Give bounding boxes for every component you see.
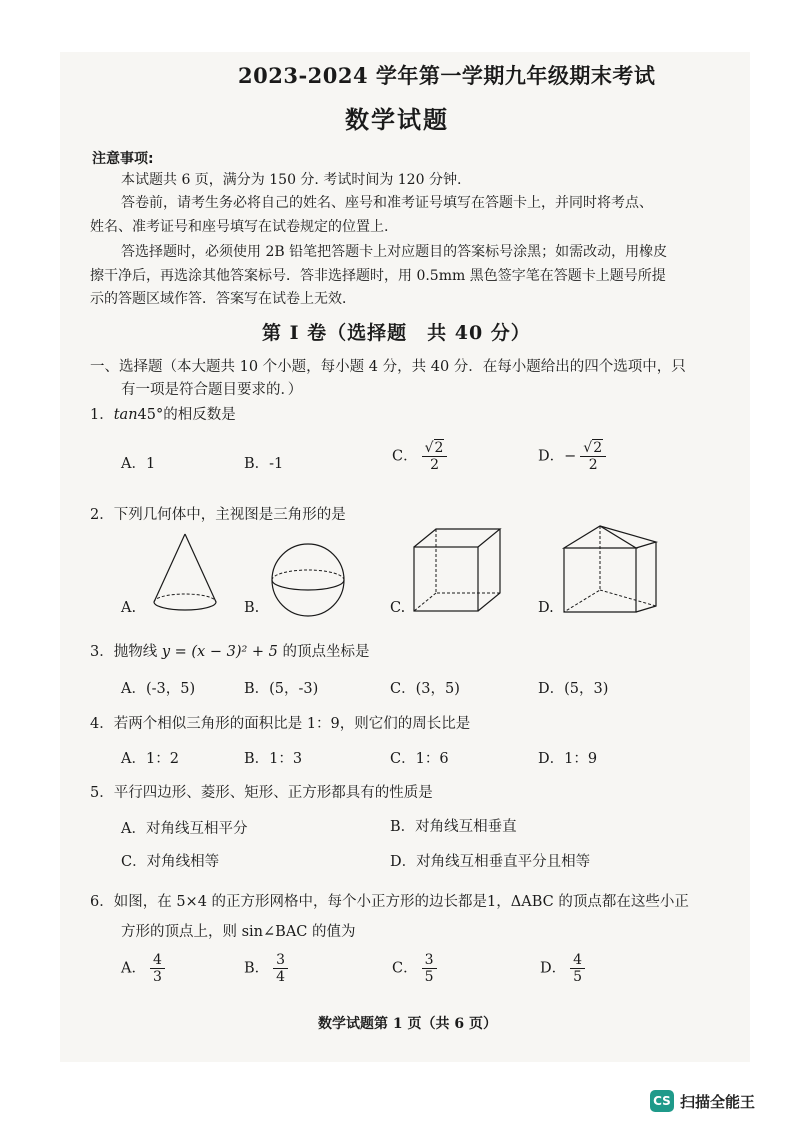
notice-line-5: 擦干净后，再选涂其他答案标号．答非选择题时，用 0.5mm 黑色签字笔在答题卡上题号所提 [90,268,666,284]
q2-option-d: D. [538,600,554,616]
q4-option-b: B．1：3 [244,751,303,767]
notice-heading: 注意事项: [92,151,154,167]
section-title: 第 I 卷（选择题 共 40 分） [262,322,531,344]
q4-option-d: D．1：9 [538,751,598,767]
page-footer: 数学试题第 1 页（共 6 页） [318,1016,497,1032]
q2-option-a: A. [121,600,137,616]
q4-option-c: C．1：6 [390,751,449,767]
q4-option-a: A．1：2 [121,751,179,767]
sphere-figure [268,540,348,620]
question-2-stem: 2．下列几何体中，主视图是三角形的是 [90,507,346,523]
q5-option-c: C．对角线相等 [121,854,220,870]
camscanner-logo-icon: CS [650,1090,674,1112]
q6-option-b: B． $\frac{3}{4}$ [244,952,288,985]
q1-option-b: B．-1 [244,456,284,472]
notice-line-2: 答卷前，请考生务必将自己的姓名、座号和准考证号填写在答题卡上，并同时将考点、 [121,195,653,211]
q1-option-a: A．1 [121,456,156,472]
notice-line-4: 答选择题时，必须使用 2B 铅笔把答题卡上对应题目的答案标号涂黑；如需改动，用橡皮 [121,244,668,260]
notice-line-3: 姓名、准考证号和座号填写在试卷规定的位置上. [90,219,389,235]
question-1-stem: 1．tan45°的相反数是 [90,407,236,423]
cone-figure [150,530,220,615]
section-intro-1: 一、选择题（本大题共 10 个小题，每小题 4 分，共 40 分．在每小题给出的四个选项中，只 [90,359,686,375]
question-4-stem: 4．若两个相似三角形的面积比是 1：9，则它们的周长比是 [90,716,471,732]
q6-option-c: C． $\frac{3}{5}$ [392,952,437,985]
notice-line-6: 示的答题区域作答．答案写在试卷上无效． [90,291,356,307]
q5-option-d: D．对角线互相垂直平分且相等 [390,854,591,870]
q3-option-c: C．(3，5) [390,681,460,697]
scanner-app-name: 扫描全能王 [680,1092,756,1111]
q3-option-d: D．(5，3) [538,681,609,697]
scanner-watermark [650,1090,755,1112]
question-3-stem: 3．抛物线 y = (x − 3)² + 5 的顶点坐标是 [90,644,370,660]
triangular-prism-figure [560,522,660,617]
q6-option-d: D． $\frac{4}{5}$ [540,952,585,985]
q3-option-b: B．(5，-3) [244,681,319,697]
question-6-stem-line-2: 方形的顶点上，则 sin∠BAC 的值为 [121,924,356,940]
question-5-stem: 5．平行四边形、菱形、矩形、正方形都具有的性质是 [90,785,433,801]
q1-option-d: D．− $\frac{√2}{2}$ [538,440,606,473]
question-6-stem-line-1: 6．如图，在 5×4 的正方形网格中，每个小正方形的边长都是1，ΔABC 的顶点都在这些小正 [90,894,689,910]
q5-option-a: A．对角线互相平分 [121,821,248,837]
section-intro-2: 有一项是符合题目要求的．） [121,382,303,398]
q5-option-b: B．对角线互相垂直 [390,819,517,835]
q1-option-c: C． $\frac{√2}{2}$ [392,440,447,473]
cube-figure [410,525,505,617]
q6-option-a: A． $\frac{4}{3}$ [121,952,165,985]
q3-option-a: A．(-3，5) [121,681,196,697]
q2-option-c: C. [390,600,406,616]
subject-title: 数学试题 [345,105,449,134]
notice-line-1: 本试题共 6 页，满分为 150 分. 考试时间为 120 分钟. [121,172,462,188]
q2-option-b: B. [244,600,260,616]
exam-title: 2023-2024 学年第一学期九年级期末考试 [238,63,656,88]
